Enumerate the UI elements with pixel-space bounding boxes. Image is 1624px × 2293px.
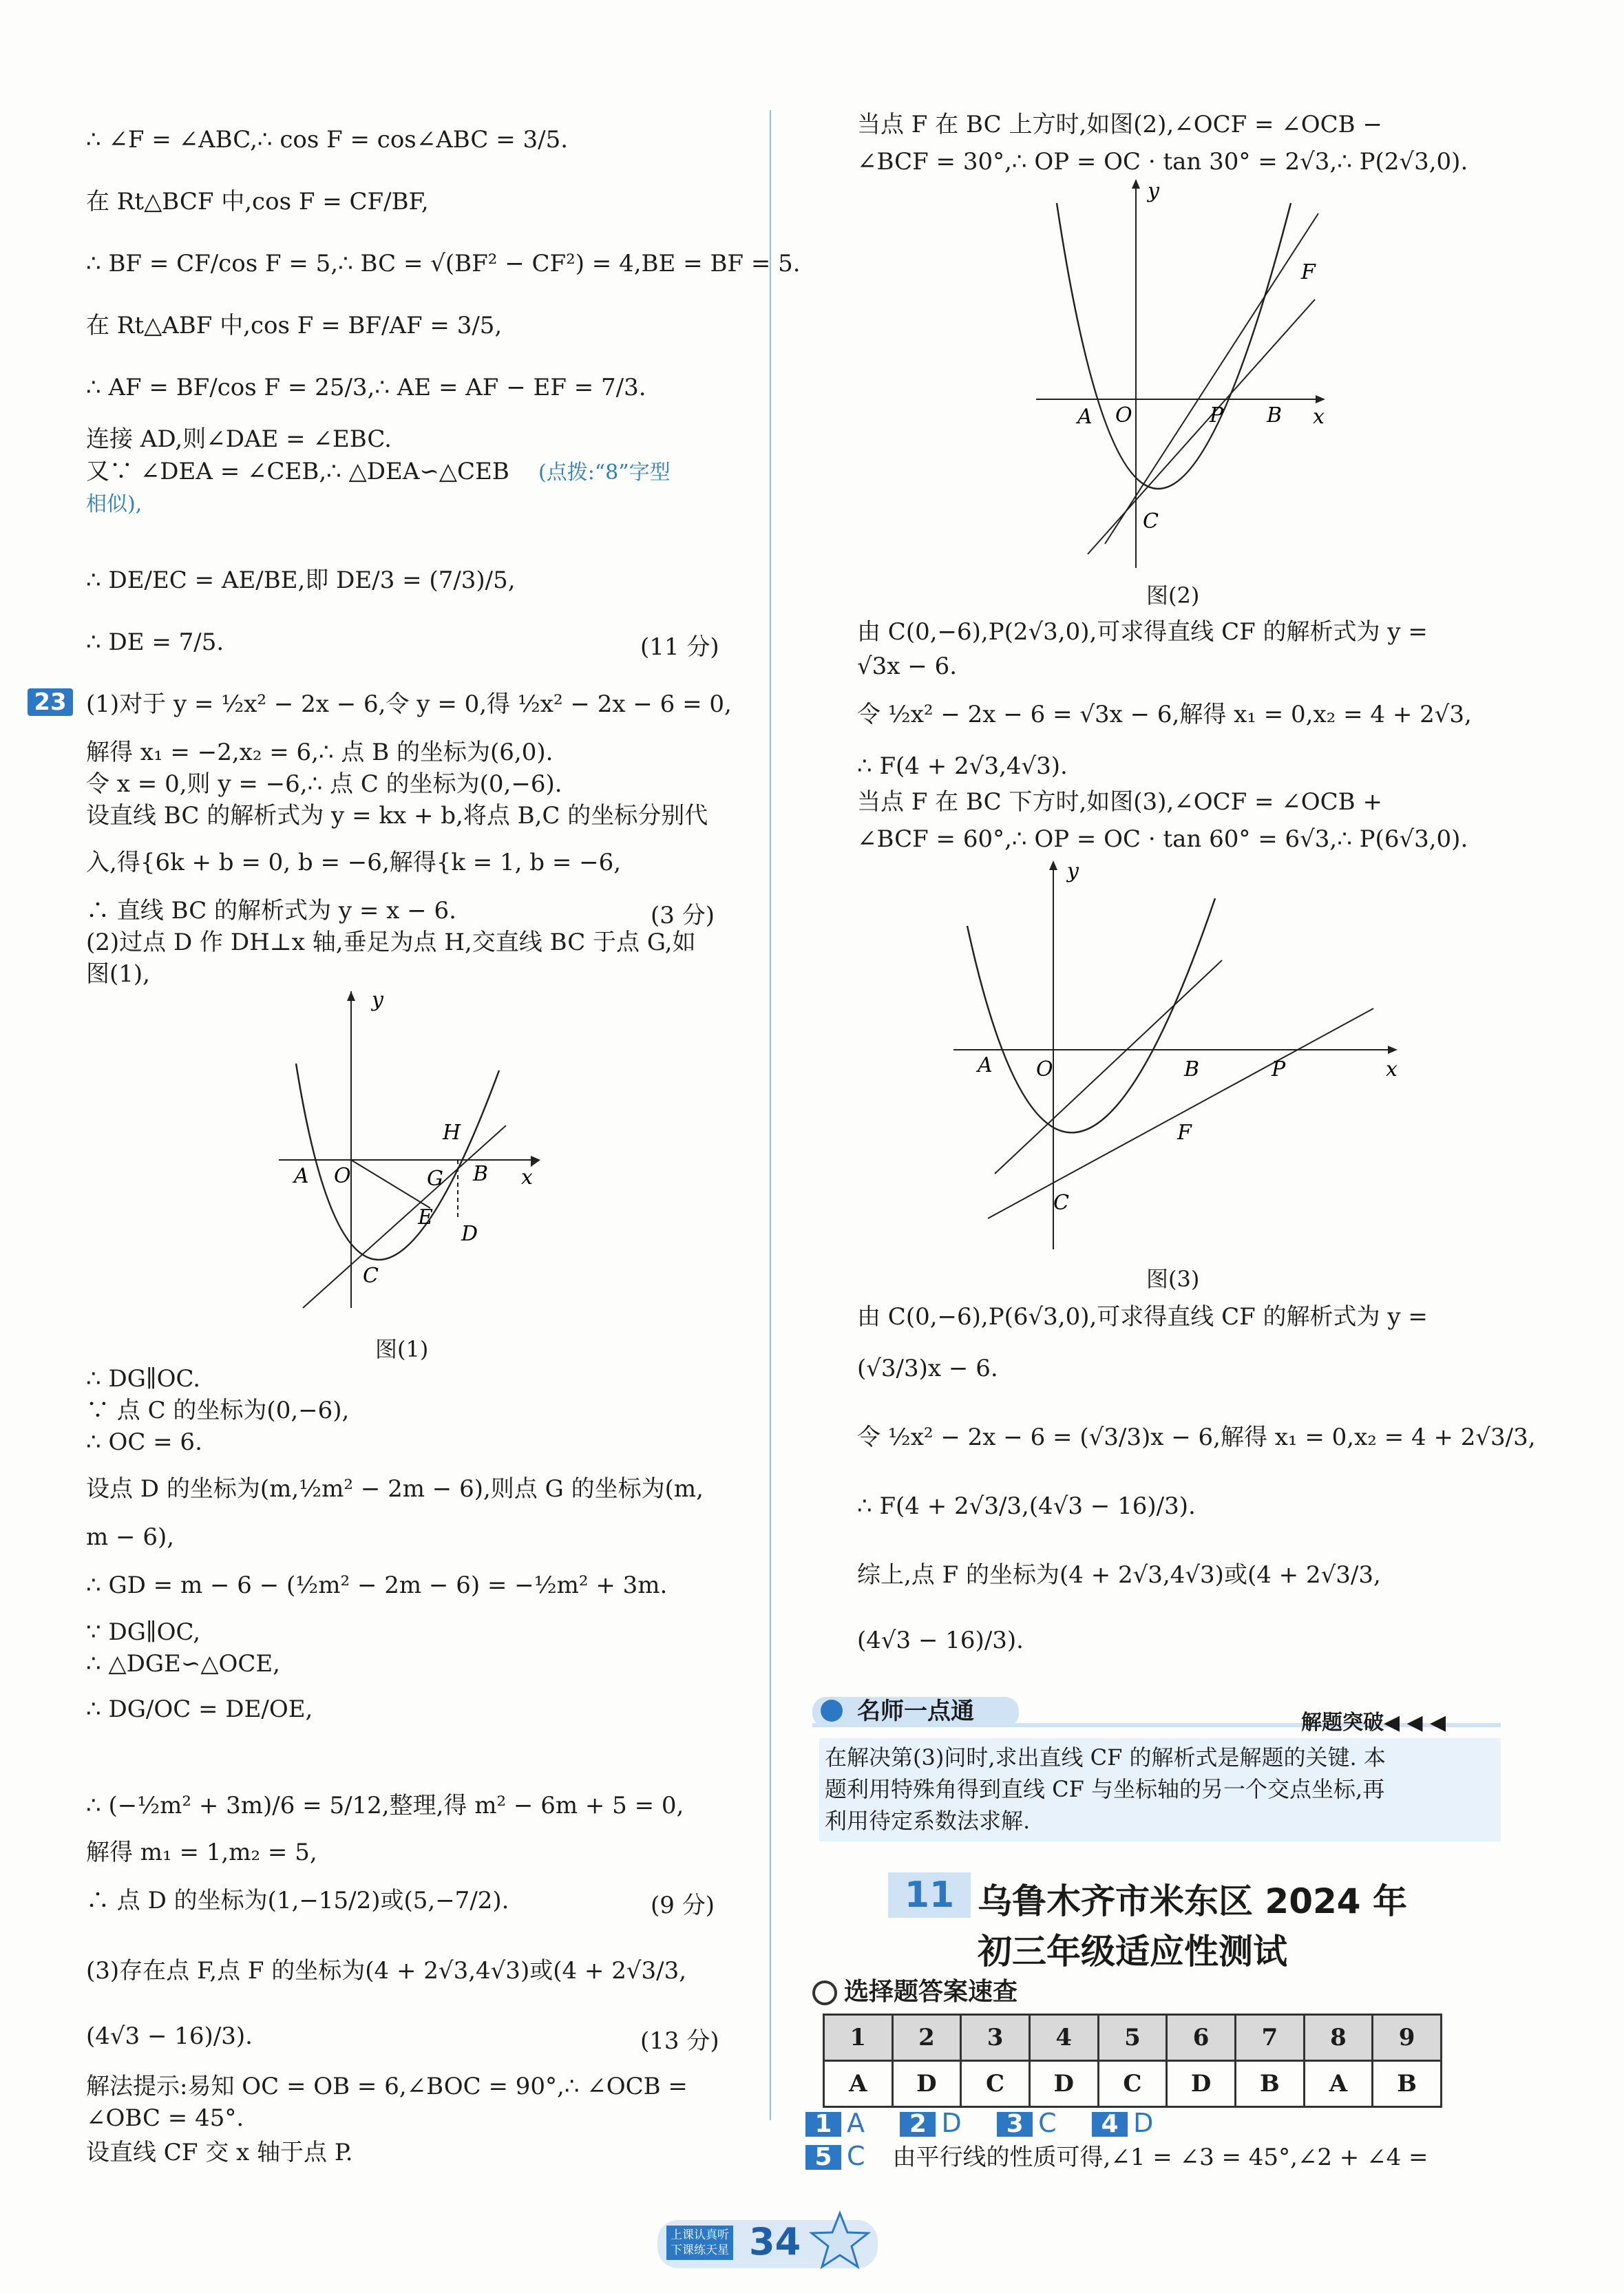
quick-number: 5 <box>805 2145 841 2170</box>
text-line: 设直线 BC 的解析式为 y = kx + b,将点 B,C 的坐标分别代 <box>86 802 708 830</box>
text-line: ∠OBC = 45°. <box>86 2104 244 2132</box>
answer-table-cell: D <box>1029 2061 1098 2107</box>
fig2-label: A <box>1077 405 1093 429</box>
fig2-label: F <box>1301 260 1316 284</box>
text-line: ∴ AF = BF/cos F = 25/3,∴ AE = AF − EF = 7/3. <box>86 374 646 401</box>
fig1-label: x <box>521 1165 533 1190</box>
text-line: ∴ DE = 7/5. <box>86 628 224 656</box>
figure-2 <box>1029 176 1332 575</box>
fig2-label: y <box>1148 179 1159 203</box>
fig3-label: B <box>1184 1057 1200 1081</box>
answer-table-cell: A <box>1304 2061 1373 2107</box>
text-line: ∴ DG/OC = DE/OE, <box>86 1695 313 1723</box>
fig2-label: C <box>1143 509 1159 533</box>
text-line: 令 ½x² − 2x − 6 = (√3/3)x − 6,解得 x₁ = 0,x₂ = 4 + 2√3/3, <box>857 1424 1536 1451</box>
text-line: ∴ ∠F = ∠ABC,∴ cos F = cos∠ABC = 3/5. <box>86 126 569 154</box>
text-line: ∴ F(4 + 2√3,4√3). <box>857 752 1068 780</box>
fig2-label: P <box>1210 403 1224 427</box>
tip-line: 在解决第(3)问时,求出直线 CF 的解析式是解题的关键. 本 <box>825 1744 1386 1771</box>
score: (11 分) <box>640 633 719 661</box>
text-line: 解法提示:易知 OC = OB = 6,∠BOC = 90°,∴ ∠OCB = <box>86 2073 688 2100</box>
footer-slogan <box>666 2226 733 2260</box>
quick-answer: C <box>1038 2108 1057 2138</box>
answer-table-cell: B <box>1235 2061 1304 2107</box>
fig1-label: A <box>294 1164 309 1188</box>
text-line: 解得 x₁ = −2,x₂ = 6,∴ 点 B 的坐标为(6,0). <box>86 739 553 766</box>
answer-table-cell: D <box>1167 2061 1236 2107</box>
text-line: 连接 AD,则∠DAE = ∠EBC. <box>86 425 392 453</box>
quick-number: 4 <box>1092 2112 1128 2137</box>
quick-answer: D <box>941 2108 962 2138</box>
text-line: ∴ 点 D 的坐标为(1,−15/2)或(5,−7/2). <box>86 1887 509 1914</box>
text-line: (√3/3)x − 6. <box>857 1355 998 1382</box>
question-5 <box>805 2138 1428 2172</box>
text-line: 设直线 CF 交 x 轴于点 P. <box>86 2139 353 2166</box>
answer-table-number: 7 <box>1235 2015 1304 2061</box>
fig3-label: O <box>1036 1057 1053 1081</box>
text-line: 令 ½x² − 2x − 6 = √3x − 6,解得 x₁ = 0,x₂ = 4 + 2√3, <box>857 701 1472 728</box>
quick-answer: A <box>847 2108 865 2138</box>
answer-table-cell: D <box>892 2061 961 2107</box>
text-line: 入,得{6k + b = 0, b = −6,解得{k = 1, b = −6, <box>86 849 622 876</box>
star-mascot-icon <box>809 2210 871 2272</box>
fig1-label: G <box>427 1167 443 1191</box>
slogan-line: 上课认真听 <box>671 2228 729 2242</box>
score: (13 分) <box>640 2027 719 2055</box>
fig3-label: A <box>978 1053 993 1077</box>
text-line: 由 C(0,−6),P(2√3,0),可求得直线 CF 的解析式为 y = <box>857 618 1428 646</box>
score: (9 分) <box>651 1892 715 1919</box>
text-line: 当点 F 在 BC 上方时,如图(2),∠OCF = ∠OCB − <box>857 111 1382 138</box>
text-line: (3)存在点 F,点 F 的坐标为(4 + 2√3,4√3)或(4 + 2√3/3, <box>86 1957 687 1985</box>
answer-table-number: 1 <box>824 2015 893 2061</box>
figure-3 <box>947 857 1401 1256</box>
text-line: m − 6), <box>86 1523 175 1551</box>
text-line: ∴ (−½m² + 3m)/6 = 5/12,整理,得 m² − 6m + 5 = 0, <box>86 1792 684 1819</box>
fig1-label: C <box>363 1264 379 1288</box>
text-line: 综上,点 F 的坐标为(4 + 2√3,4√3)或(4 + 2√3/3, <box>857 1561 1381 1589</box>
hint-note: (点拨:“8”字型 <box>538 461 671 485</box>
text-line: 在 Rt△ABF 中,cos F = BF/AF = 3/5, <box>86 312 503 339</box>
text-line: 解得 m₁ = 1,m₂ = 5, <box>86 1839 317 1866</box>
quick-answers <box>805 2108 1181 2138</box>
fig3-label: F <box>1177 1121 1192 1145</box>
q5-text: 由平行线的性质可得,∠1 = ∠3 = 45°,∠2 + ∠4 = <box>892 2144 1428 2171</box>
text-line: ∴ △DGE∽△OCE, <box>86 1650 280 1678</box>
fig1-label: O <box>334 1164 351 1188</box>
text-line: ∠BCF = 60°,∴ OP = OC · tan 60° = 6√3,∴ P(6√3,0). <box>857 825 1468 853</box>
quick-answer: C <box>847 2141 865 2171</box>
quick-answer: D <box>1133 2108 1154 2138</box>
text-line: 又∵ ∠DEA = ∠CEB,∴ △DEA∽△CEB <box>86 458 509 485</box>
hint-note: 相似), <box>86 492 143 516</box>
score: (3 分) <box>651 902 715 929</box>
answer-table-number: 9 <box>1373 2015 1442 2061</box>
section-subtitle: 初三年级适应性测试 <box>978 1932 1287 1972</box>
fig3-label: C <box>1053 1191 1069 1215</box>
answer-table-number: 8 <box>1304 2015 1373 2061</box>
figure-caption: 图(2) <box>1146 582 1200 609</box>
fig1-label: E <box>418 1205 433 1229</box>
answer-table-number: 3 <box>961 2015 1030 2061</box>
text-line: ∵ DG∥OC, <box>86 1618 201 1646</box>
fig1-label: D <box>461 1222 478 1246</box>
text-line: ∴ BF = CF/cos F = 5,∴ BC = √(BF² − CF²) = 4,BE = BF = 5. <box>86 250 801 277</box>
fig1-label: y <box>372 991 383 1012</box>
fig2-label: O <box>1115 403 1132 427</box>
text-line: 设点 D 的坐标为(m,½m² − 2m − 6),则点 G 的坐标为(m, <box>86 1475 704 1503</box>
text-line: ∵ 点 C 的坐标为(0,−6), <box>86 1397 350 1424</box>
tip-subtitle: 解题突破◀ ◀ ◀ <box>1301 1711 1446 1735</box>
text-line: ∴ GD = m − 6 − (½m² − 2m − 6) = −½m² + 3m. <box>86 1572 668 1599</box>
answer-table <box>823 2014 1442 2108</box>
fig2-label: x <box>1313 405 1325 429</box>
text-line: 当点 F 在 BC 下方时,如图(3),∠OCF = ∠OCB + <box>857 788 1382 816</box>
fig1-label: H <box>443 1121 461 1145</box>
section-number: 11 <box>888 1872 971 1918</box>
fig1-label: B <box>473 1162 489 1186</box>
text-line: ∴ OC = 6. <box>86 1428 202 1456</box>
section-title: 乌鲁木齐市米东区 2024 年 <box>978 1881 1407 1921</box>
fig3-label: y <box>1067 859 1079 883</box>
answer-table-number: 2 <box>892 2015 961 2061</box>
answer-heading-icon <box>812 1980 837 2005</box>
tip-line: 利用待定系数法求解. <box>825 1808 1031 1834</box>
page-number: 34 <box>749 2220 801 2263</box>
figure-caption: 图(3) <box>1146 1266 1200 1292</box>
tip-line: 题利用特殊角得到直线 CF 与坐标轴的另一个交点坐标,再 <box>825 1776 1385 1802</box>
slogan-line: 下课练天星 <box>671 2243 729 2257</box>
text-line: ∴ DG∥OC. <box>86 1365 201 1393</box>
answer-table-cell: C <box>961 2061 1030 2107</box>
answer-table-number: 5 <box>1098 2015 1167 2061</box>
question-badge: 23 <box>28 688 73 716</box>
figure-1 <box>272 991 547 1315</box>
column-divider <box>770 110 771 2120</box>
text-line: (2)过点 D 作 DH⊥x 轴,垂足为点 H,交直线 BC 于点 G,如 <box>86 929 696 956</box>
answer-heading <box>812 1972 1017 2007</box>
answer-table-cell: A <box>824 2061 893 2107</box>
text-line: (1)对于 y = ½x² − 2x − 6,令 y = 0,得 ½x² − 2x − 6 = 0, <box>86 690 732 718</box>
fig2-label: B <box>1267 403 1283 427</box>
answer-table-cell: C <box>1098 2061 1167 2107</box>
fig3-label: x <box>1386 1057 1398 1081</box>
text-line: 令 x = 0,则 y = −6,∴ 点 C 的坐标为(0,−6). <box>86 770 562 798</box>
quick-number: 3 <box>997 2112 1033 2137</box>
answer-table-cell: B <box>1373 2061 1442 2107</box>
fig3-label: P <box>1272 1057 1286 1081</box>
text-line: 由 C(0,−6),P(6√3,0),可求得直线 CF 的解析式为 y = <box>857 1303 1428 1331</box>
text-line: ∴ 直线 BC 的解析式为 y = x − 6. <box>86 897 456 924</box>
answer-table-number: 4 <box>1029 2015 1098 2061</box>
answer-heading-text: 选择题答案速查 <box>844 1978 1018 2006</box>
text-line: ∴ F(4 + 2√3/3,(4√3 − 16)/3). <box>857 1492 1196 1520</box>
text-line: ∠BCF = 30°,∴ OP = OC · tan 30° = 2√3,∴ P(2√3,0). <box>857 148 1468 176</box>
figure-caption: 图(1) <box>375 1336 429 1362</box>
tip-title: 名师一点通 <box>857 1698 974 1725</box>
quick-number: 1 <box>805 2112 841 2137</box>
text-line: ∴ DE/EC = AE/BE,即 DE/3 = (7/3)/5, <box>86 567 516 594</box>
text-line: √3x − 6. <box>857 653 958 680</box>
text-line: (4√3 − 16)/3). <box>857 1627 1024 1654</box>
text-line: 在 Rt△BCF 中,cos F = CF/BF, <box>86 188 429 215</box>
text-line: (4√3 − 16)/3). <box>86 2022 253 2050</box>
text-line: 图(1), <box>86 960 150 988</box>
answer-table-number: 6 <box>1167 2015 1236 2061</box>
quick-number: 2 <box>900 2112 936 2137</box>
